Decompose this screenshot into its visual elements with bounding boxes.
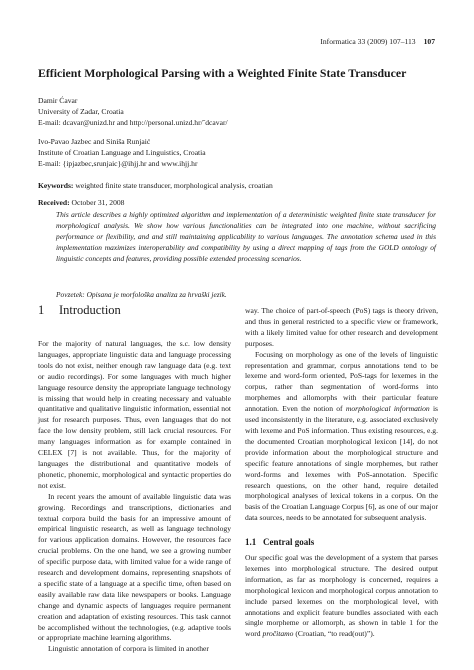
received-label: Received: bbox=[38, 198, 70, 207]
text-run: (Croatian, “to read(out)”). bbox=[293, 629, 375, 639]
section-heading-introduction bbox=[38, 303, 121, 318]
paragraph bbox=[245, 350, 438, 525]
journal-reference: Informatica 33 (2009) 107–113 bbox=[320, 37, 416, 46]
paragraph bbox=[245, 553, 438, 640]
author-block-2 bbox=[38, 136, 206, 169]
paragraph: Linguistic annotation of corpora is limited in another bbox=[48, 644, 209, 654]
right-column bbox=[245, 306, 438, 640]
subsection-heading-central-goals bbox=[245, 537, 438, 548]
author-name: Damir Ćavar bbox=[38, 96, 78, 105]
paragraph: In recent years the amount of available linguistic data was growing. Recordings and transcriptions, dictionaries and textual corpora build the basis for an impressive amount of empirical linguistic research, as well as language technology for various application domains. However, the resources face crucial problems. On the one hand, we see a growing number of specific purpose data, with limited value for a wide range of research and development domains, representing snapshots of a specific state of a language at a specific time, often based on easily available raw data like newspapers or books. Language change and dynamic aspects of languages require permanent creation and adaptation of existing resources. This task cannot be accomplished without the technologies, (e.g. adaptive tools or appropriate machine learning algorithms. bbox=[38, 491, 231, 643]
example-word: pročitamo bbox=[262, 629, 294, 639]
received-date: October 31, 2008 bbox=[69, 198, 125, 207]
received-line bbox=[38, 197, 124, 208]
text-run: Focusing on morphology as one of the levels of linguistic representation and grammar, corpus annotations tend to be lexeme and word-form oriented, PoS-tags for lexemes in the corpus, rather than segmentation of word-forms into morphemes and allomorphs with their particular feature annotation. Even the notion of bbox=[245, 349, 438, 414]
author-name: Ivo-Pavao Jazbec and Siniša Runjaić bbox=[38, 137, 151, 146]
author-block-1 bbox=[38, 95, 228, 128]
author-email: E-mail: {ipjazbec,srunjaic}@ihjj.hr and www.ihjj.hr bbox=[38, 159, 198, 168]
keywords-text: weighted finite state transducer, morphological analysis, croatian bbox=[73, 181, 273, 190]
running-head bbox=[320, 37, 435, 46]
povzetek: Povzetek: Opisana je morfološka analiza za hrvaški jezik. bbox=[56, 290, 227, 299]
text-run: is used inconsistently in the literature, e.g. associated exclusively with lexeme and PoS information. Thus existing resources, e.g. the documented Croatian morphological lexicon [14], do not provide information about the morphological structure and specific feature annotations of single morphemes, but rather word-forms and lexemes with PoS-annotation. Specific research questions, on the other hand, require detailed morphological analyses of lexical tokens in a corpus. On the basis of the Croatian Language Corpus [6], as one of our major data sources, needs to be annotated for subsequent analysis. bbox=[245, 404, 439, 523]
paragraph: way. The choice of part-of-speech (PoS) tags is theory driven, and thus in general restricted to a specific view or framework, with a likely limited value for other research and development purposes. bbox=[245, 306, 438, 348]
emphasized-term: morphological information bbox=[345, 404, 430, 414]
section-title: Introduction bbox=[59, 303, 121, 317]
keywords-label: Keywords: bbox=[38, 181, 74, 190]
text-run: Our specific goal was the development of a system that parses lexemes into morphological structure. The desired output information, as far as morphology is concerned, requires a morphological lexicon and morphological corpus annotation to include parsed lexemes on the morphological level, with annotations and explicit feature bundles associated with each single morpheme or allomorph, as shown in table 1 for the word bbox=[245, 553, 438, 639]
author-affiliation: Institute of Croatian Language and Linguistics, Croatia bbox=[38, 148, 206, 157]
page-number: 107 bbox=[423, 37, 435, 46]
author-affiliation: University of Zadar, Croatia bbox=[38, 107, 124, 116]
subsection-number: 1.1 bbox=[245, 537, 257, 548]
keywords-line bbox=[38, 180, 273, 191]
abstract: This article describes a highly optimized algorithm and implementation of a deterministic weighted finite state transducer for morphological analysis. We show how various functionalities can be integrated into one machine, without sacrificing performance or flexibility, and and still maintaining applicability to various languages. The annotation schema used in this implementation maximizes interoperability and compatibility by using a direct mapping of tags from the GOLD ontology of linguistic concepts and features, providing possible extended processing scenarios. bbox=[56, 210, 436, 263]
author-email: E-mail: dcavar@unizd.hr and http://personal.unizd.hr/˜dcavar/ bbox=[38, 118, 228, 127]
subsection-title: Central goals bbox=[263, 537, 315, 548]
paper-title: Efficient Morphological Parsing with a Weighted Finite State Transducer bbox=[38, 66, 407, 80]
paragraph: For the majority of natural languages, the s.c. low density languages, appropriate linguistic data and language processing tools do not exist, neither enough raw language data (e.g. text or audio recordings). For some languages with much higher language resource density the appropriate language technology is missing that would help in creating necessary and valuable quantitative and qualitative linguistic information, essential not just for research purposes. Thus, even languages that do not face the low density problem, still lack crucial resources. For many languages information as for example contained in CELEX [7] is not available. Thus, for the majority of languages the distributional and quantitative models of phonetic, phonemic, morphological and syntactic properties do not exist. bbox=[38, 339, 231, 490]
left-column bbox=[38, 339, 231, 655]
section-number: 1 bbox=[38, 303, 45, 317]
